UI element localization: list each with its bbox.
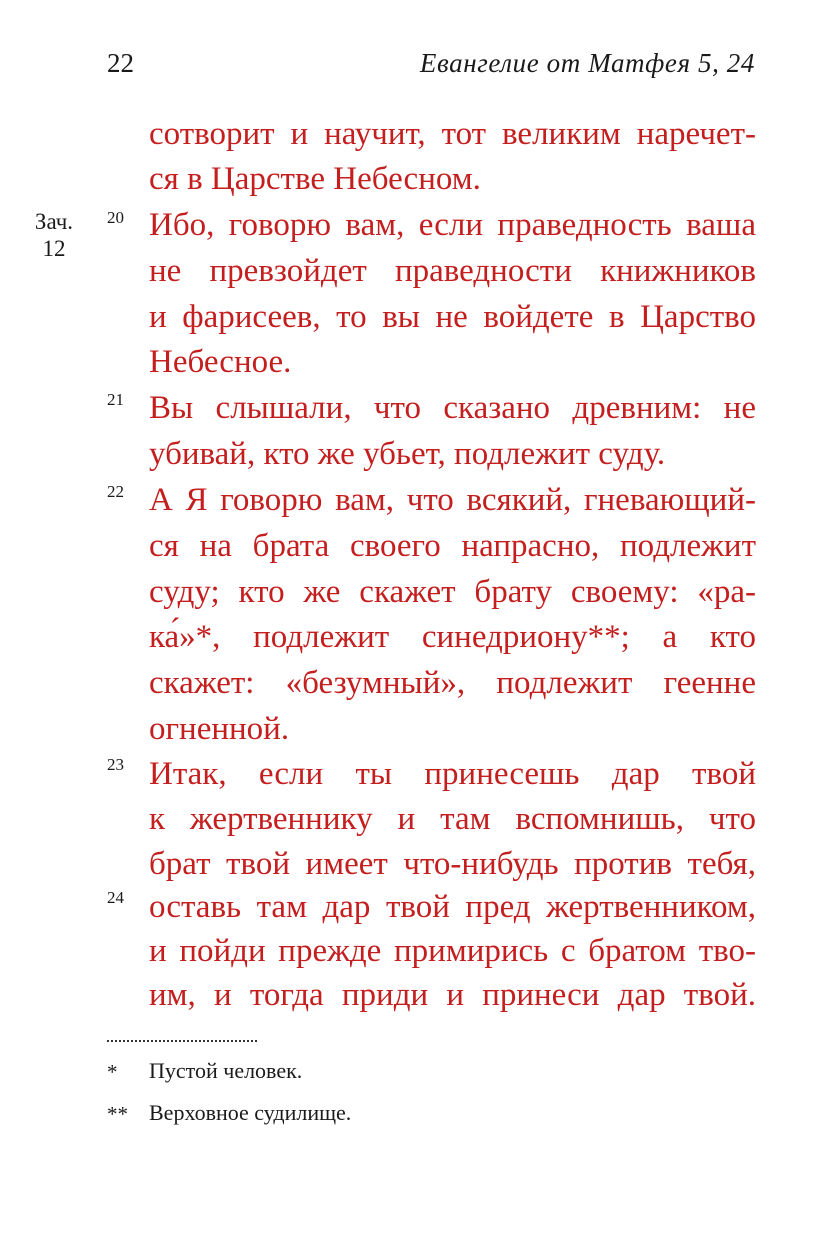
body-line: ся в Царстве Небесном. <box>149 161 481 197</box>
verse-number-22: 22 <box>107 482 124 501</box>
page-number: 22 <box>107 48 134 78</box>
body-line: брат твой имеет что-нибудь против тебя, <box>149 846 756 882</box>
footnote-text: Верховное судилище. <box>149 1100 352 1125</box>
body-line: им, и тогда приди и принеси дар твой. <box>149 977 756 1013</box>
footnote-separator <box>107 1040 257 1042</box>
body-line: Итак, если ты принесешь дар твой <box>149 756 756 792</box>
body-line: к жертвеннику и там вспомнишь, что <box>149 801 756 837</box>
body-line: скажет: «безумный», подлежит геенне <box>149 665 756 701</box>
body-line: Небесное. <box>149 344 292 380</box>
body-line: Вы слышали, что сказано древним: не <box>149 390 756 426</box>
body-line: ся на брата своего напрасно, подлежит <box>149 528 756 564</box>
margin-note-label: Зач. <box>34 209 74 234</box>
running-title: Евангелие от Матфея 5, 24 <box>419 48 755 78</box>
body-line: убивай, кто же убьет, подлежит суду. <box>149 436 666 472</box>
verse-number-24: 24 <box>107 888 124 907</box>
body-line: А Я говорю вам, что всякий, гневающий- <box>149 482 756 518</box>
footnote-text: Пустой человек. <box>149 1058 303 1083</box>
verse-number-20: 20 <box>107 208 124 227</box>
body-line: оставь там дар твой пред жертвенником, <box>149 889 756 925</box>
body-line: и пойди прежде примирись с братом тво- <box>149 933 756 969</box>
body-line: сотворит и научит, тот великим наречет- <box>149 116 756 152</box>
body-line: суду; кто же скажет брату своему: «ра- <box>149 574 756 610</box>
verse-number-23: 23 <box>107 755 124 774</box>
body-line: не превзойдет праведности книжников <box>149 253 756 289</box>
footnote-mark: ** <box>107 1102 128 1126</box>
footnote-mark: * <box>107 1060 118 1084</box>
margin-note-number: 12 <box>42 236 66 261</box>
body-line: Ибо, говорю вам, если праведность ваша <box>149 207 756 243</box>
body-line: ка́»*, подлежит синедриону**; а кто <box>149 619 756 655</box>
margin-reading-note <box>28 208 80 262</box>
body-line: и фарисеев, то вы не войдете в Царство <box>149 299 756 335</box>
verse-number-21: 21 <box>107 390 124 409</box>
body-line: огненной. <box>149 711 290 747</box>
